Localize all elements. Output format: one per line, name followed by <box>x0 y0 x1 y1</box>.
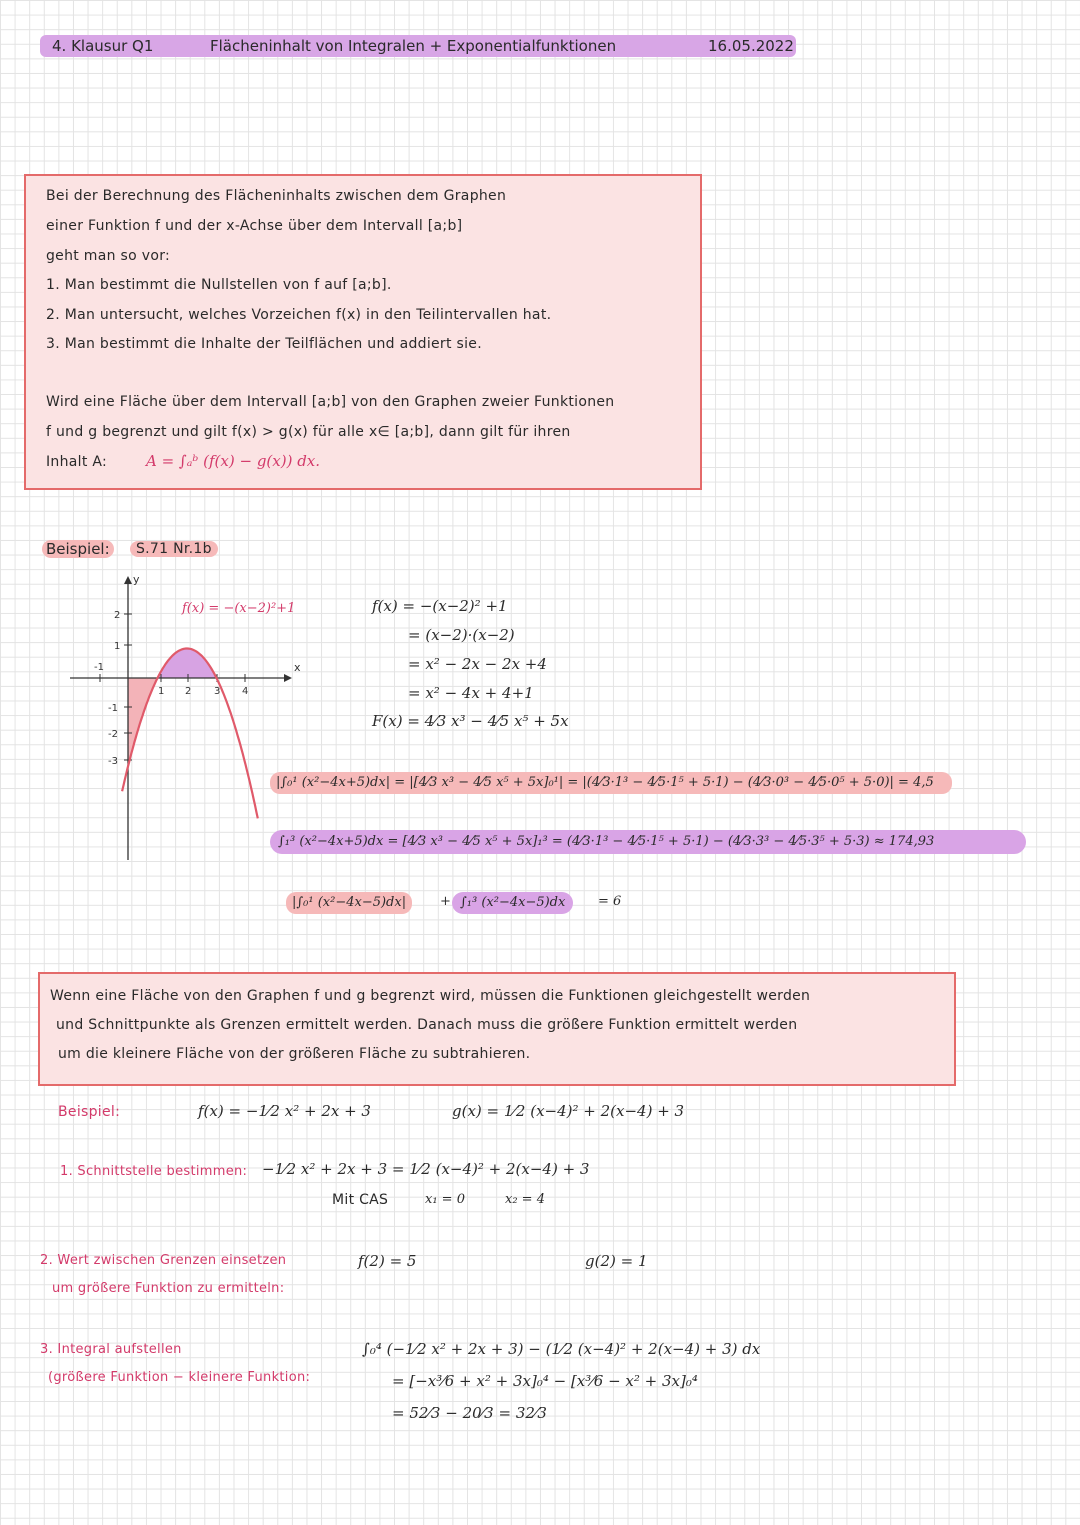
step3-label-cont: (größere Funktion − kleinere Funktion: <box>48 1370 311 1385</box>
parabola-graph <box>70 570 330 860</box>
step2-label-cont: um größere Funktion zu ermitteln: <box>52 1281 285 1296</box>
calc-line: = (x−2)·(x−2) <box>408 626 515 644</box>
antiderivative: F(x) = 4⁄3 x³ − 4⁄5 x⁵ + 5x <box>372 712 569 730</box>
integral-1-3: ∫₁³ (x²−4x+5)dx = [4⁄3 x³ − 4⁄5 x⁵ + 5x]₁³ = (4⁄3·1³ − 4⁄5·1⁵ + 5·1) − (4⁄3·3³ − 4⁄5·3⁵ + 5·3) ≈ 174,93 <box>270 830 1026 854</box>
box1-line3: geht man so vor: <box>46 248 171 264</box>
box1-line4: Wird eine Fläche über dem Intervall [a;b] von den Graphen zweier Funktionen <box>46 394 615 410</box>
y-tick-label: -1 <box>108 703 118 714</box>
y-axis-arrow <box>124 576 132 584</box>
x-tick-label: 2 <box>185 686 192 697</box>
integral-0-1: |∫₀¹ (x²−4x+5)dx| = |[4⁄3 x³ − 4⁄5 x⁵ + 5x]₀¹| = |(4⁄3·1³ − 4⁄5·1⁵ + 5·1) − (4⁄3·0³ − 4⁄5·0⁵ + 5·0)| = 4,5 <box>270 772 952 794</box>
x-axis-arrow <box>284 674 292 682</box>
y-tick-label: 2 <box>114 610 121 621</box>
box1-inhalt-label: Inhalt A: <box>46 454 108 470</box>
step2-label: 2. Wert zwischen Grenzen einsetzen <box>40 1253 287 1268</box>
root-x2: x₂ = 4 <box>505 1192 545 1207</box>
cas-label: Mit CAS <box>332 1192 389 1208</box>
area-formula: A = ∫ₐᵇ (f(x) − g(x)) dx. <box>146 452 321 470</box>
function-g: g(x) = 1⁄2 (x−4)² + 2(x−4) + 3 <box>452 1102 685 1120</box>
f-at-2: f(2) = 5 <box>358 1252 417 1270</box>
rule-box <box>38 972 956 1086</box>
integral-setup: ∫₀⁴ (−1⁄2 x² + 2x + 3) − (1⁄2 (x−4)² + 2(x−4) + 3) dx <box>362 1340 761 1358</box>
x-axis-label: x <box>294 661 301 674</box>
box2-line1: Wenn eine Fläche von den Graphen f und g begrenzt wird, müssen die Funktionen gleichgestellt werden <box>50 988 811 1004</box>
function-f: f(x) = −1⁄2 x² + 2x + 3 <box>198 1102 371 1120</box>
sum-part-b: ∫₁³ (x²−4x−5)dx <box>452 892 573 914</box>
example1-label: Beispiel: <box>42 540 114 558</box>
box2-line3: um die kleinere Fläche von der größeren Fläche zu subtrahieren. <box>58 1046 531 1062</box>
step3-label: 3. Integral aufstellen <box>40 1342 182 1357</box>
box1-line2: einer Funktion f und der x-Achse über dem Intervall [a;b] <box>46 218 463 234</box>
box2-line2: und Schnittpunkte als Grenzen ermittelt werden. Danach muss die größere Funktion ermittelt werden <box>56 1017 798 1033</box>
y-tick-label: 1 <box>114 641 121 652</box>
box1-line5: f und g begrenzt und gilt f(x) > g(x) für alle x∈ [a;b], dann gilt für ihren <box>46 424 571 440</box>
x-tick-label: 1 <box>158 686 165 697</box>
calc-line: f(x) = −(x−2)² +1 <box>372 597 508 615</box>
integral-result: = 52⁄3 − 20⁄3 = 32⁄3 <box>392 1404 547 1422</box>
box1-line1: Bei der Berechnung des Flächeninhalts zwischen dem Graphen <box>46 188 507 204</box>
calc-line: = x² − 2x − 2x +4 <box>408 655 547 673</box>
y-tick-label: -2 <box>108 729 118 740</box>
example2-label: Beispiel: <box>58 1104 121 1120</box>
sum-plus: + <box>440 894 451 909</box>
x-tick-label: 4 <box>242 686 249 697</box>
example1-ref: S.71 Nr.1b <box>130 541 218 557</box>
box1-step2: 2. Man untersucht, welches Vorzeichen f(x) in den Teilintervallen hat. <box>46 307 552 323</box>
g-at-2: g(2) = 1 <box>585 1252 648 1270</box>
y-axis-label: y <box>133 573 140 586</box>
step1-equation: −1⁄2 x² + 2x + 3 = 1⁄2 (x−4)² + 2(x−4) + 3 <box>262 1160 590 1178</box>
step1-label: 1. Schnittstelle bestimmen: <box>60 1164 248 1179</box>
sum-result: = 6 <box>598 894 622 909</box>
klausur-label: 4. Klausur Q1 <box>52 37 154 55</box>
x-tick-label: -1 <box>94 662 104 673</box>
page-title: Flächeninhalt von Integralen + Exponentialfunktionen <box>210 37 617 55</box>
y-tick-label: -3 <box>108 756 118 767</box>
graph-function-label: f(x) = −(x−2)²+1 <box>182 601 296 616</box>
root-x1: x₁ = 0 <box>425 1192 465 1207</box>
box1-step1: 1. Man bestimmt die Nullstellen von f auf [a;b]. <box>46 277 392 293</box>
definition-box <box>24 174 702 490</box>
date-label: 16.05.2022 <box>708 37 794 55</box>
x-tick-label: 3 <box>214 686 221 697</box>
calc-line: = x² − 4x + 4+1 <box>408 684 534 702</box>
sum-part-a: |∫₀¹ (x²−4x−5)dx| <box>286 892 412 914</box>
axis-ticks <box>100 614 245 760</box>
box1-step3: 3. Man bestimmt die Inhalte der Teilflächen und addiert sie. <box>46 336 482 352</box>
integral-antiderivative: = [−x³⁄6 + x² + 3x]₀⁴ − [x³⁄6 − x² + 3x]₀⁴ <box>392 1372 698 1390</box>
